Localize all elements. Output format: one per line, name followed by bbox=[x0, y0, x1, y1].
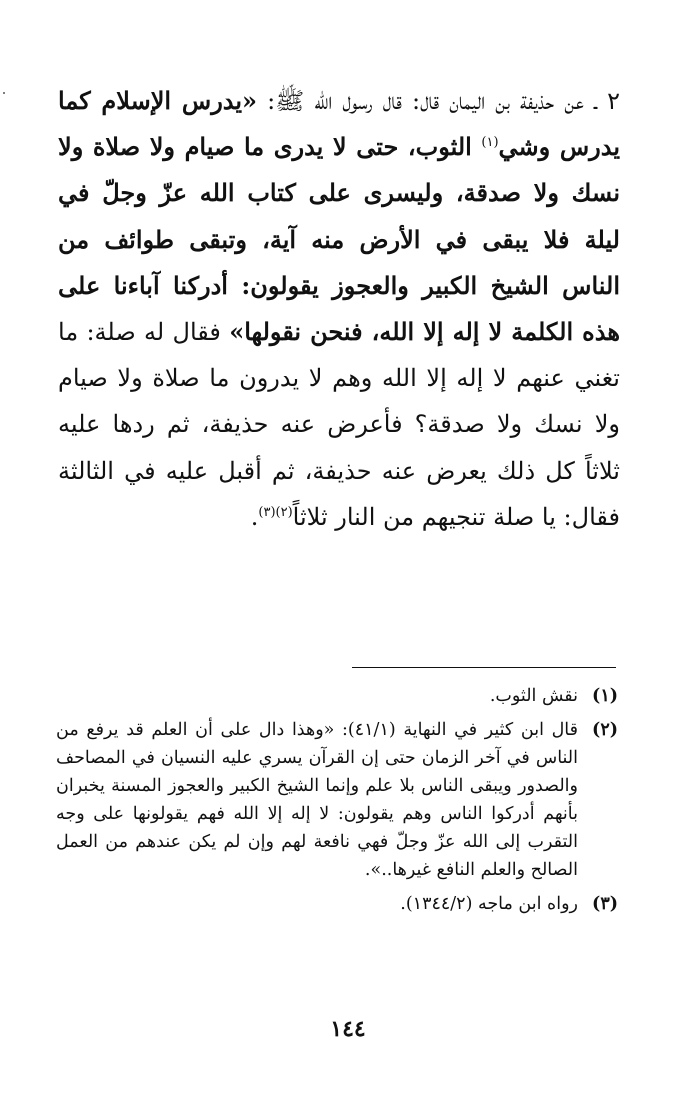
hadith-quote: «يدرس الإسلام كما يدرس وشي bbox=[58, 86, 620, 162]
page-number: ١٤٤ bbox=[330, 1016, 366, 1042]
footnote-text: قال ابن كثير في النهاية (٤١/١): «وهذا دال على أن العلم قد يرفع من الناس في آخر الزمان حتى إن القرآن يسري عليه النسيان في المصاحف والصدور ويبقى الناس بلا علم وإنما الشيخ الكبير والعجوز المسنة يخبران بأنهم أدركوا الناس وهم يقولون: لا إله إلا الله فهم يقولونها على وجه التقرب إلى الله عزّ وجلّ فهي نافعة لهم وإن لم يكن عندهم من العمل الصالح والعلم النافع غيرها..». bbox=[56, 720, 579, 880]
paragraph-end-mark: . bbox=[250, 502, 259, 531]
footnote-number: (٢) bbox=[592, 720, 618, 740]
footnote-ref-1: (١) bbox=[481, 135, 499, 151]
footnote-ref-3: (٣) bbox=[258, 504, 276, 520]
main-body bbox=[58, 78, 620, 540]
footnote-2 bbox=[56, 716, 618, 884]
hadith-narration: فقال له صلة: ما تغني عنهم لا إله إلا الله وهم لا يدرون ما صلاة ولا صيام ولا نسك ولا صدقة؟ فأعرض عنه حذيفة، ثم ردها عليه ثلاثاً كل ذلك يعرض عنه حذيفة، ثم أقبل عليه في الثالثة فقال: يا صلة تنجيهم من النار ثلاثاً bbox=[58, 318, 620, 531]
hadith-quote-continued: الثوب، حتى لا يدرى ما صيام ولا صلاة ولا نسك ولا صدقة، وليسرى على كتاب الله عزّ وجلّ في ليلة فلا يبقى في الأرض منه آية، وتبقى طوائف من الناس الشيخ الكبير والعجوز يقولون: أدركنا آباءنا على هذه الكلمة لا إله إلا الله، فنحن نقولها» bbox=[58, 132, 620, 347]
footnotes-section bbox=[56, 682, 618, 924]
footnote-number: (٣) bbox=[592, 894, 618, 914]
footnote-text: نقش الثوب. bbox=[489, 686, 578, 706]
footnote-1 bbox=[56, 682, 618, 710]
footnote-text: رواه ابن ماجه (١٣٤٤/٢). bbox=[400, 894, 578, 914]
hadith-paragraph bbox=[58, 78, 620, 540]
hadith-intro: ٢ ـ عن حذيفة بن اليمان قال: قال رسول الله ﷺ: bbox=[257, 87, 620, 115]
footnote-3 bbox=[56, 890, 618, 918]
footnote-number: (١) bbox=[592, 686, 618, 706]
margin-speck bbox=[3, 92, 5, 94]
footnote-ref-2: (٢) bbox=[275, 504, 293, 520]
footnote-divider bbox=[352, 667, 616, 668]
